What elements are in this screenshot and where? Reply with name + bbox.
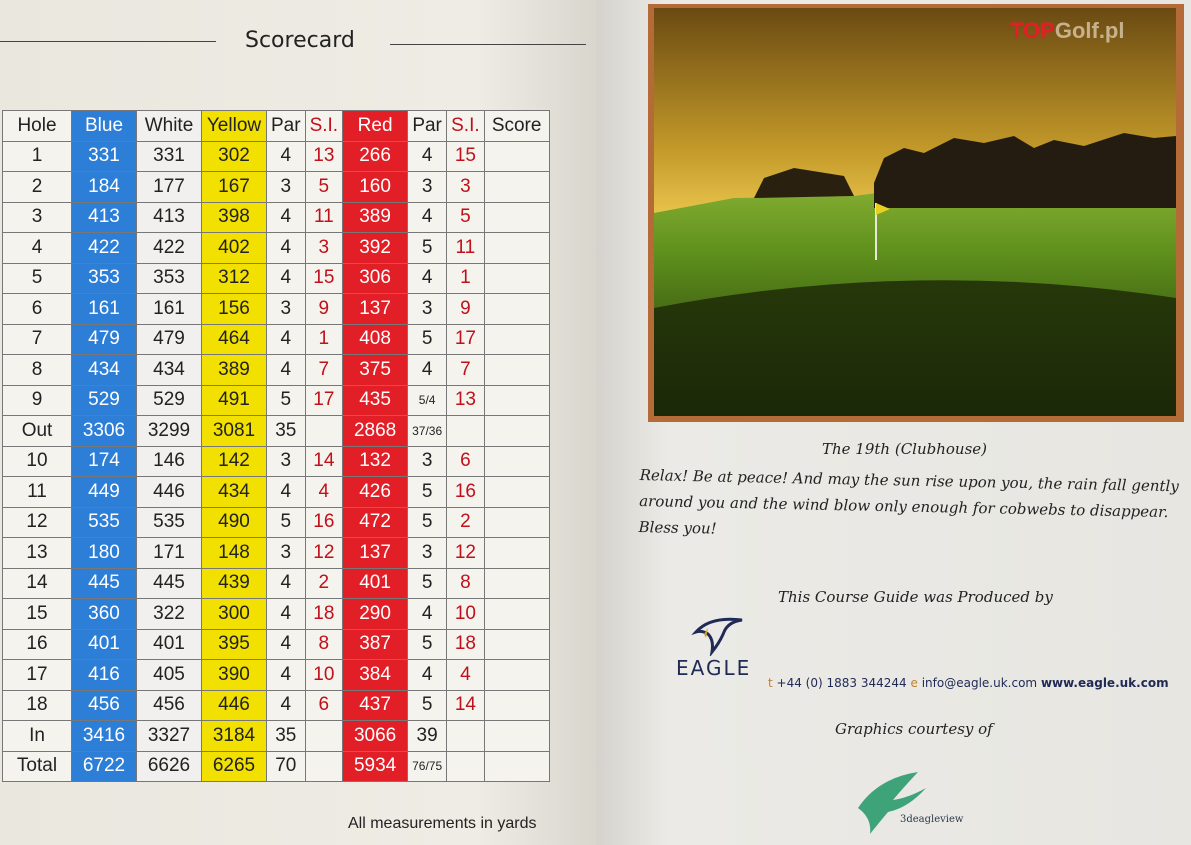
col-header-par-red: Par — [408, 111, 447, 142]
cell-par: 3 — [267, 294, 306, 325]
cell-blue: 174 — [72, 446, 137, 477]
cell-blue: 180 — [72, 538, 137, 569]
cell-yellow: 389 — [202, 355, 267, 386]
cell-hole: 2 — [3, 172, 72, 203]
cell-yellow: 312 — [202, 263, 267, 294]
cell-par2: 5 — [408, 507, 447, 538]
cell-si2 — [447, 416, 485, 447]
cell-white: 353 — [137, 263, 202, 294]
cell-si: 16 — [305, 507, 343, 538]
cell-par2: 5 — [408, 690, 447, 721]
cell-red: 384 — [343, 660, 408, 691]
cell-blue: 422 — [72, 233, 137, 264]
cell-white: 422 — [137, 233, 202, 264]
cell-si — [305, 721, 343, 752]
cell-par: 5 — [267, 507, 306, 538]
eagle-logo-icon — [690, 612, 746, 656]
cell-par: 4 — [267, 690, 306, 721]
cell-si: 5 — [305, 172, 343, 203]
cell-par: 4 — [267, 599, 306, 630]
table-row — [3, 202, 550, 233]
cell-white: 161 — [137, 294, 202, 325]
table-row — [3, 599, 550, 630]
email-label: e — [910, 676, 918, 690]
cell-par2: 76/75 — [408, 751, 447, 782]
cell-red: 435 — [343, 385, 408, 416]
cell-par: 3 — [267, 446, 306, 477]
cell-score[interactable] — [484, 324, 549, 355]
cell-red: 160 — [343, 172, 408, 203]
cell-hole: 6 — [3, 294, 72, 325]
scorecard-table — [2, 110, 550, 782]
cell-hole: 17 — [3, 660, 72, 691]
cell-white: 3327 — [137, 721, 202, 752]
cell-blue: 3416 — [72, 721, 137, 752]
cell-hole: Out — [3, 416, 72, 447]
cell-par2: 4 — [408, 202, 447, 233]
cell-white: 413 — [137, 202, 202, 233]
cell-si2: 10 — [447, 599, 485, 630]
cell-white: 177 — [137, 172, 202, 203]
produced-by-text: This Course Guide was Produced by — [778, 588, 1053, 606]
cell-blue: 416 — [72, 660, 137, 691]
cell-si: 11 — [305, 202, 343, 233]
cell-red: 401 — [343, 568, 408, 599]
watermark-part-1: TOP — [1010, 18, 1055, 43]
table-row — [3, 660, 550, 691]
cell-par2: 39 — [408, 721, 447, 752]
cell-blue: 184 — [72, 172, 137, 203]
cell-si2: 14 — [447, 690, 485, 721]
cell-par2: 3 — [408, 446, 447, 477]
table-row — [3, 355, 550, 386]
blessing-line: around you and the wind blow only enough for cobwebs to disappear. — [638, 491, 1169, 522]
cell-par: 4 — [267, 660, 306, 691]
cell-yellow: 148 — [202, 538, 267, 569]
blessing-line: Bless you! — [638, 517, 717, 538]
table-row — [3, 690, 550, 721]
cell-blue: 401 — [72, 629, 137, 660]
cell-white: 322 — [137, 599, 202, 630]
cell-par: 4 — [267, 263, 306, 294]
title-rule-left — [0, 41, 216, 42]
cell-par2: 4 — [408, 355, 447, 386]
table-row — [3, 263, 550, 294]
cell-par2: 5 — [408, 629, 447, 660]
cell-si: 3 — [305, 233, 343, 264]
col-header-yellow: Yellow — [202, 111, 267, 142]
cell-par2: 5 — [408, 477, 447, 508]
cell-hole: Total — [3, 751, 72, 782]
cell-yellow: 402 — [202, 233, 267, 264]
3deagleview-brand-name: 3deagleview — [900, 814, 964, 825]
phone-number: +44 (0) 1883 344244 — [776, 676, 907, 690]
cell-white: 331 — [137, 141, 202, 172]
cell-red: 387 — [343, 629, 408, 660]
cell-hole: 18 — [3, 690, 72, 721]
cell-hole: 13 — [3, 538, 72, 569]
table-row — [3, 294, 550, 325]
cell-red: 392 — [343, 233, 408, 264]
email-address: info@eagle.uk.com — [921, 676, 1038, 690]
cell-par2: 3 — [408, 172, 447, 203]
cell-si: 15 — [305, 263, 343, 294]
eagle-contact-line — [768, 676, 1169, 690]
cell-blue: 3306 — [72, 416, 137, 447]
col-header-blue: Blue — [72, 111, 137, 142]
cell-score[interactable] — [484, 263, 549, 294]
cell-score[interactable] — [484, 416, 549, 447]
cell-yellow: 300 — [202, 599, 267, 630]
cell-par: 3 — [267, 538, 306, 569]
cell-white: 456 — [137, 690, 202, 721]
cell-yellow: 434 — [202, 477, 267, 508]
cell-par2: 5/4 — [408, 385, 447, 416]
cell-blue: 535 — [72, 507, 137, 538]
cell-hole: 8 — [3, 355, 72, 386]
cell-blue: 434 — [72, 355, 137, 386]
cell-blue: 161 — [72, 294, 137, 325]
cell-si2: 6 — [447, 446, 485, 477]
cell-white: 535 — [137, 507, 202, 538]
cell-yellow: 3081 — [202, 416, 267, 447]
eagle-brand-name: EAGLE — [676, 656, 752, 680]
cell-si: 8 — [305, 629, 343, 660]
cell-white: 434 — [137, 355, 202, 386]
table-row — [3, 233, 550, 264]
cell-score[interactable] — [484, 172, 549, 203]
cell-yellow: 464 — [202, 324, 267, 355]
cell-si2: 5 — [447, 202, 485, 233]
cell-par: 4 — [267, 355, 306, 386]
cell-white: 446 — [137, 477, 202, 508]
cell-score[interactable] — [484, 294, 549, 325]
cell-score[interactable] — [484, 538, 549, 569]
page-title: Scorecard — [245, 28, 355, 53]
cell-red: 408 — [343, 324, 408, 355]
cell-par: 4 — [267, 233, 306, 264]
cell-red: 132 — [343, 446, 408, 477]
cell-par2: 3 — [408, 538, 447, 569]
topgolf-watermark — [1010, 18, 1124, 44]
cell-par: 4 — [267, 141, 306, 172]
cell-par: 70 — [267, 751, 306, 782]
cell-red: 306 — [343, 263, 408, 294]
cell-par: 4 — [267, 324, 306, 355]
cell-yellow: 395 — [202, 629, 267, 660]
cell-hole: 10 — [3, 446, 72, 477]
cell-yellow: 439 — [202, 568, 267, 599]
cell-par2: 3 — [408, 294, 447, 325]
cell-blue: 449 — [72, 477, 137, 508]
cell-si2: 13 — [447, 385, 485, 416]
cell-si — [305, 416, 343, 447]
cell-white: 146 — [137, 446, 202, 477]
cell-red: 3066 — [343, 721, 408, 752]
cell-blue: 6722 — [72, 751, 137, 782]
cell-blue: 413 — [72, 202, 137, 233]
cell-si2: 2 — [447, 507, 485, 538]
cell-hole: 14 — [3, 568, 72, 599]
table-header-row — [3, 111, 550, 142]
cell-yellow: 156 — [202, 294, 267, 325]
cell-score[interactable] — [484, 690, 549, 721]
cell-red: 437 — [343, 690, 408, 721]
cell-red: 2868 — [343, 416, 408, 447]
cell-red: 389 — [343, 202, 408, 233]
cell-hole: 1 — [3, 141, 72, 172]
cell-si2: 3 — [447, 172, 485, 203]
cell-red: 290 — [343, 599, 408, 630]
cell-si2: 17 — [447, 324, 485, 355]
table-row — [3, 751, 550, 782]
cell-blue: 456 — [72, 690, 137, 721]
cell-si2: 1 — [447, 263, 485, 294]
cell-par: 4 — [267, 477, 306, 508]
cell-si2: 9 — [447, 294, 485, 325]
cell-white: 405 — [137, 660, 202, 691]
cell-hole: 9 — [3, 385, 72, 416]
cell-si2 — [447, 721, 485, 752]
col-header-hole: Hole — [3, 111, 72, 142]
table-row — [3, 507, 550, 538]
cell-red: 266 — [343, 141, 408, 172]
cell-white: 445 — [137, 568, 202, 599]
col-header-white: White — [137, 111, 202, 142]
cell-si: 18 — [305, 599, 343, 630]
table-row — [3, 721, 550, 752]
cell-blue: 479 — [72, 324, 137, 355]
cell-yellow: 446 — [202, 690, 267, 721]
col-header-si: S.I. — [305, 111, 343, 142]
phone-label: t — [768, 676, 773, 690]
cell-score[interactable] — [484, 507, 549, 538]
cell-si: 14 — [305, 446, 343, 477]
cell-si2: 16 — [447, 477, 485, 508]
table-row — [3, 172, 550, 203]
cell-par: 4 — [267, 202, 306, 233]
cell-hole: 12 — [3, 507, 72, 538]
cell-score[interactable] — [484, 629, 549, 660]
cell-si: 17 — [305, 385, 343, 416]
cell-score[interactable] — [484, 660, 549, 691]
cell-red: 375 — [343, 355, 408, 386]
cell-white: 171 — [137, 538, 202, 569]
cell-score[interactable] — [484, 355, 549, 386]
clubhouse-photo — [654, 8, 1176, 416]
cell-si: 13 — [305, 141, 343, 172]
cell-blue: 353 — [72, 263, 137, 294]
table-row — [3, 446, 550, 477]
cell-hole: In — [3, 721, 72, 752]
cell-score[interactable] — [484, 751, 549, 782]
cell-blue: 529 — [72, 385, 137, 416]
3deagleview-logo-icon — [848, 768, 938, 838]
col-header-si-red: S.I. — [447, 111, 485, 142]
cell-si: 2 — [305, 568, 343, 599]
cell-par2: 5 — [408, 233, 447, 264]
cell-par2: 4 — [408, 141, 447, 172]
cell-red: 137 — [343, 538, 408, 569]
cell-hole: 11 — [3, 477, 72, 508]
cell-score[interactable] — [484, 446, 549, 477]
blessing-text — [638, 462, 1180, 551]
cell-si2: 18 — [447, 629, 485, 660]
cell-white: 6626 — [137, 751, 202, 782]
cell-si2: 7 — [447, 355, 485, 386]
cell-par2: 4 — [408, 263, 447, 294]
cell-par: 5 — [267, 385, 306, 416]
cell-score[interactable] — [484, 477, 549, 508]
cell-score[interactable] — [484, 721, 549, 752]
col-header-par: Par — [267, 111, 306, 142]
cell-si2: 15 — [447, 141, 485, 172]
table-row — [3, 629, 550, 660]
cell-par: 4 — [267, 568, 306, 599]
cell-hole: 16 — [3, 629, 72, 660]
cell-hole: 4 — [3, 233, 72, 264]
cell-par2: 5 — [408, 568, 447, 599]
graphics-credit-text: Graphics courtesy of — [835, 720, 993, 738]
cell-red: 426 — [343, 477, 408, 508]
cell-hole: 3 — [3, 202, 72, 233]
cell-score[interactable] — [484, 568, 549, 599]
cell-score[interactable] — [484, 385, 549, 416]
cell-yellow: 302 — [202, 141, 267, 172]
cell-si2: 4 — [447, 660, 485, 691]
cell-score[interactable] — [484, 599, 549, 630]
cell-yellow: 398 — [202, 202, 267, 233]
cell-par2: 4 — [408, 660, 447, 691]
cell-red: 5934 — [343, 751, 408, 782]
table-row — [3, 538, 550, 569]
cell-yellow: 6265 — [202, 751, 267, 782]
cell-yellow: 3184 — [202, 721, 267, 752]
table-row — [3, 385, 550, 416]
cell-blue: 331 — [72, 141, 137, 172]
table-row — [3, 141, 550, 172]
cell-score[interactable] — [484, 141, 549, 172]
cell-yellow: 490 — [202, 507, 267, 538]
cell-hole: 5 — [3, 263, 72, 294]
cell-blue: 445 — [72, 568, 137, 599]
cell-si2 — [447, 751, 485, 782]
cell-si2: 12 — [447, 538, 485, 569]
table-row — [3, 416, 550, 447]
cell-si — [305, 751, 343, 782]
cell-si: 6 — [305, 690, 343, 721]
cell-red: 137 — [343, 294, 408, 325]
cell-yellow: 142 — [202, 446, 267, 477]
cell-red: 472 — [343, 507, 408, 538]
cell-yellow: 491 — [202, 385, 267, 416]
cell-par2: 37/36 — [408, 416, 447, 447]
cell-yellow: 167 — [202, 172, 267, 203]
cell-si2: 11 — [447, 233, 485, 264]
cell-score[interactable] — [484, 202, 549, 233]
table-row — [3, 324, 550, 355]
col-header-red: Red — [343, 111, 408, 142]
cell-white: 479 — [137, 324, 202, 355]
cell-hole: 7 — [3, 324, 72, 355]
cell-par: 3 — [267, 172, 306, 203]
cell-score[interactable] — [484, 233, 549, 264]
col-header-score: Score — [484, 111, 549, 142]
cell-hole: 15 — [3, 599, 72, 630]
watermark-part-2: Golf.pl — [1054, 18, 1125, 43]
cell-si: 10 — [305, 660, 343, 691]
cell-white: 529 — [137, 385, 202, 416]
cell-white: 401 — [137, 629, 202, 660]
table-row — [3, 568, 550, 599]
blessing-line: Relax! Be at peace! And may the sun rise upon you, the rain fall gently — [639, 465, 1179, 496]
title-rule-right — [390, 44, 586, 45]
photo-caption: The 19th (Clubhouse) — [822, 440, 988, 458]
cell-par: 4 — [267, 629, 306, 660]
cell-white: 3299 — [137, 416, 202, 447]
cell-par: 35 — [267, 721, 306, 752]
measurement-note: All measurements in yards — [348, 815, 537, 832]
cell-par2: 5 — [408, 324, 447, 355]
scorecard-body — [3, 141, 550, 782]
cell-par2: 4 — [408, 599, 447, 630]
cell-si: 12 — [305, 538, 343, 569]
cell-si: 9 — [305, 294, 343, 325]
clubhouse-photo-frame — [648, 4, 1184, 422]
cell-par: 35 — [267, 416, 306, 447]
cell-blue: 360 — [72, 599, 137, 630]
cell-yellow: 390 — [202, 660, 267, 691]
table-row — [3, 477, 550, 508]
website-address: www.eagle.uk.com — [1040, 676, 1169, 690]
cell-si: 4 — [305, 477, 343, 508]
cell-si: 7 — [305, 355, 343, 386]
cell-si: 1 — [305, 324, 343, 355]
cell-si2: 8 — [447, 568, 485, 599]
